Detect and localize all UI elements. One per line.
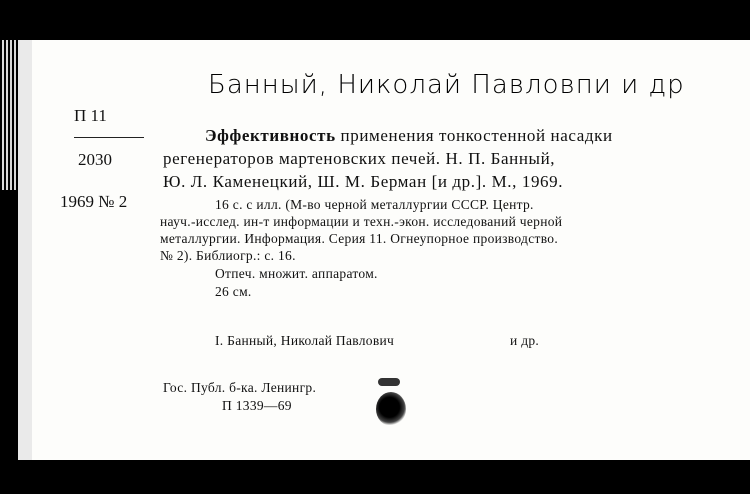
shelf-divider — [74, 137, 144, 138]
shelf-code: П 11 — [74, 106, 107, 125]
tracing-entry: I. Банный, Николай Павлович — [215, 333, 395, 348]
title-bold-word: Эффективность — [205, 126, 336, 145]
title-line-2: регенераторов мартеновских печей. Н. П. Банный, — [163, 149, 556, 168]
tracing-suffix: и др. — [510, 333, 540, 348]
description-line-4: № 2). Библиогр.: с. 16. — [160, 248, 296, 263]
library-name: Гос. Публ. б-ка. Ленингр. — [163, 380, 317, 395]
handwritten-heading: Банный, Николай Павловпи и др — [208, 70, 685, 100]
description-line-1: 16 с. с илл. (М-во черной металлургии СССР. Центр. — [215, 197, 534, 212]
note-line-2: 26 см. — [215, 284, 252, 299]
shelf-number: 2030 — [78, 150, 112, 169]
hole-punch-mark — [376, 392, 406, 426]
title-line-1 — [205, 126, 613, 146]
scan-edge-artifact — [0, 40, 18, 190]
library-code: П 1339—69 — [222, 398, 292, 413]
title-line-1-rest: применения тонкостенной насадки — [335, 126, 613, 145]
note-line-1: Отпеч. множит. аппаратом. — [215, 266, 378, 281]
description-line-3: металлургии. Информация. Серия 11. Огнеупорное производство. — [160, 231, 558, 246]
ink-blot — [378, 378, 400, 386]
title-line-3: Ю. Л. Каменецкий, Ш. М. Берман [и др.]. М., 1969. — [163, 172, 564, 191]
description-line-2: науч.-исслед. ин-т информации и техн.-экон. исследований черной — [160, 214, 563, 229]
scan-edge-strip — [18, 40, 32, 460]
shelf-year-issue: 1969 № 2 — [60, 192, 128, 211]
